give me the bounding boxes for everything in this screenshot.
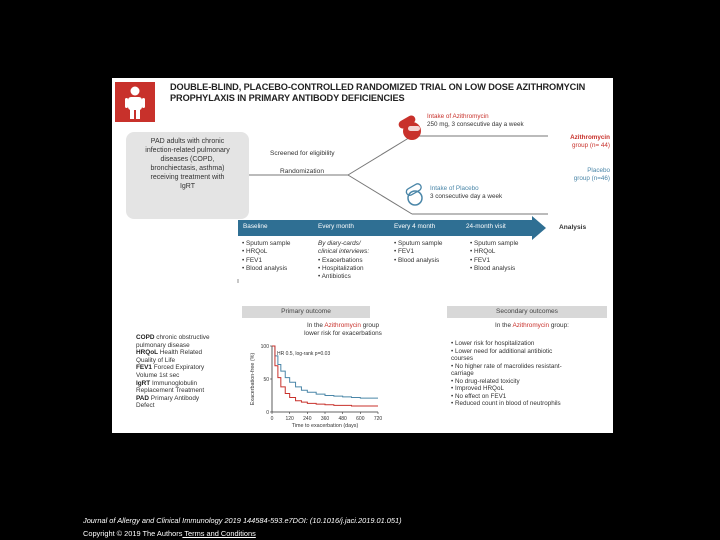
secondary-outcome-item: • Improved HRQoL <box>451 385 504 392</box>
screened-label: Screened for eligibility <box>270 150 335 157</box>
x-tick-label: 600 <box>356 416 365 422</box>
timeline-baseline: Baseline <box>243 223 268 230</box>
monthly-intro-line: By diary-cards/ <box>318 240 361 247</box>
azithromycin-group-name: Azithromycin <box>570 134 610 141</box>
timeline-arrow-icon <box>532 216 556 240</box>
abbreviation-line: COPD chronic obstructive <box>136 334 210 341</box>
monthly-intro-line: clinical interviews: <box>318 248 370 256</box>
secondary-outcome-item: • Reduced count in blood of neutrophils <box>451 400 561 407</box>
visit-24-item: • FEV1 <box>470 256 490 264</box>
citation: Journal of Allergy and Clinical Immunology 2019 144584-593.e7DOI: (10.1016/j.jaci.2019.01.051) <box>83 516 402 525</box>
abbreviation-line: Defect <box>136 402 155 410</box>
baseline-item: • Sputum sample <box>242 240 291 247</box>
azithromycin-group-n: group (n= 44) <box>572 142 610 149</box>
visit-24-list <box>470 240 518 273</box>
population-line: PAD adults with chronic <box>150 138 225 145</box>
secondary-outcome-head: Secondary outcomes <box>447 306 607 318</box>
azithromycin-intake <box>427 113 524 129</box>
x-tick-label: 0 <box>270 416 274 422</box>
y-tick-label: 0 <box>266 409 269 416</box>
placebo-group-n: group (n=46) <box>573 175 610 182</box>
primary-outcome-head: Primary outcome <box>242 306 370 318</box>
secondary-outcome-item: • Lower need for additional antibiotic <box>451 347 553 355</box>
timeline-analysis: Analysis <box>559 224 587 231</box>
secondary-outcome-item: • No effect on FEV1 <box>451 392 507 400</box>
population-line: receiving treatment with <box>150 174 225 181</box>
primary-title-line2: lower risk for exacerbations <box>304 330 382 337</box>
x-tick-label: 720 <box>373 416 383 422</box>
population-line: infection-related pulmonary <box>145 147 230 154</box>
kaplan-meier-chart <box>246 340 386 430</box>
randomization-label: Randomization <box>280 168 324 175</box>
timeline-every-4-month: Every 4 month <box>394 223 436 230</box>
x-tick-label: 480 <box>338 416 347 422</box>
population-line: diseases (COPD, <box>160 156 215 163</box>
placebo-intake <box>430 185 502 201</box>
visit-24-item: • HRQoL <box>470 248 496 256</box>
four-month-item: • Sputum sample <box>394 240 443 247</box>
abbreviation-line: Replacement Treatment <box>136 387 205 395</box>
primary-title-drug: Azithromycin <box>324 322 361 329</box>
monthly-item: • Antibiotics <box>318 273 351 281</box>
secondary-title-drug: Azithromycin <box>512 322 550 329</box>
secondary-outcome-item: • Lower risk for hospitalization <box>451 340 535 347</box>
placebo-pills-icon <box>405 183 422 205</box>
population-line: bronchiectasis, asthma) <box>150 165 225 172</box>
y-tick-label: 100 <box>260 343 269 350</box>
four-month-list <box>394 240 442 265</box>
x-tick-label: 360 <box>320 416 330 422</box>
abbreviation-line: PAD Primary Antibody <box>136 394 200 402</box>
abbreviations <box>136 334 246 410</box>
azithromycin-intake-title: Intake of Azithromycin <box>427 113 489 120</box>
y-axis-label: Exacerbation-free (%) <box>250 352 256 406</box>
baseline-item: • FEV1 <box>242 256 262 264</box>
azithromycin-intake-dose: 250 mg, 3 consecutive day a week <box>427 121 524 128</box>
four-month-item: • FEV1 <box>394 248 414 256</box>
abbreviation-line: Volume 1st sec <box>136 371 180 379</box>
baseline-list <box>242 240 290 273</box>
azithromycin-group <box>548 134 610 150</box>
x-axis-label: Time to exacerbation (days) <box>291 423 359 429</box>
placebo-group <box>548 167 610 183</box>
flow-line-placebo <box>348 175 412 214</box>
secondary-outcome-item: • No higher rate of macrolides resistant- <box>451 362 562 370</box>
secondary-outcome-item: carriage <box>451 370 474 377</box>
secondary-outcome-item: courses <box>451 355 474 362</box>
four-month-item: • Blood analysis <box>394 256 440 264</box>
title-line-1: DOUBLE-BLIND, PLACEBO-CONTROLLED RANDOMIZED TRIAL ON LOW DOSE AZITHROMYCIN <box>170 82 586 92</box>
graphical-abstract <box>112 78 613 433</box>
primary-outcome-title: In the Azithromycin group lower risk for exacerbations <box>288 322 398 338</box>
monthly-item: • Hospitalization <box>318 264 364 272</box>
monthly-item: • Exacerbations <box>318 256 363 264</box>
title-line-2: PROPHYLAXIS IN PRIMARY ANTIBODY DEFICIENCIES <box>170 93 405 103</box>
visit-24-item: • Sputum sample <box>470 240 519 247</box>
abbreviation-line: Quality of Life <box>136 356 176 364</box>
chart-annotation: HR 0.5, log-rank p=0.03 <box>277 351 331 357</box>
x-tick-label: 240 <box>303 416 312 422</box>
secondary-outcome-item: • No drug-related toxicity <box>451 377 520 385</box>
placebo-intake-dose: 3 consecutive day a week <box>430 193 503 200</box>
secondary-outcomes-list <box>451 340 611 408</box>
abbreviation-line: pulmonary disease <box>136 341 190 349</box>
abbreviation-line: FEV1 Forced Expiratory <box>136 364 205 372</box>
baseline-item: • HRQoL <box>242 248 268 256</box>
copyright <box>83 529 256 538</box>
placebo-intake-title: Intake of Placebo <box>430 185 479 192</box>
monthly-list <box>318 240 369 281</box>
secondary-outcome-title: In the Azithromycin group: <box>495 322 569 329</box>
y-tick-label: 50 <box>263 376 269 383</box>
baseline-item: • Blood analysis <box>242 264 288 272</box>
azithromycin-pills-icon <box>397 114 421 140</box>
timeline-every-month: Every month <box>318 223 354 230</box>
placebo-group-name: Placebo <box>587 167 610 174</box>
x-tick-label: 120 <box>285 416 294 422</box>
abbreviation-line: HRQoL Health Related <box>136 349 203 357</box>
copyright-text: Copyright © 2019 The Authors <box>83 529 183 538</box>
abbreviation-line: IgRT Immunoglobulin <box>136 379 198 387</box>
flow-line-azi <box>348 136 412 175</box>
visit-24-item: • Blood analysis <box>470 264 516 272</box>
terms-link[interactable]: Terms and Conditions <box>182 529 256 538</box>
timeline-24-month-visit: 24-month visit <box>466 223 506 230</box>
population-line: IgRT <box>179 183 196 190</box>
